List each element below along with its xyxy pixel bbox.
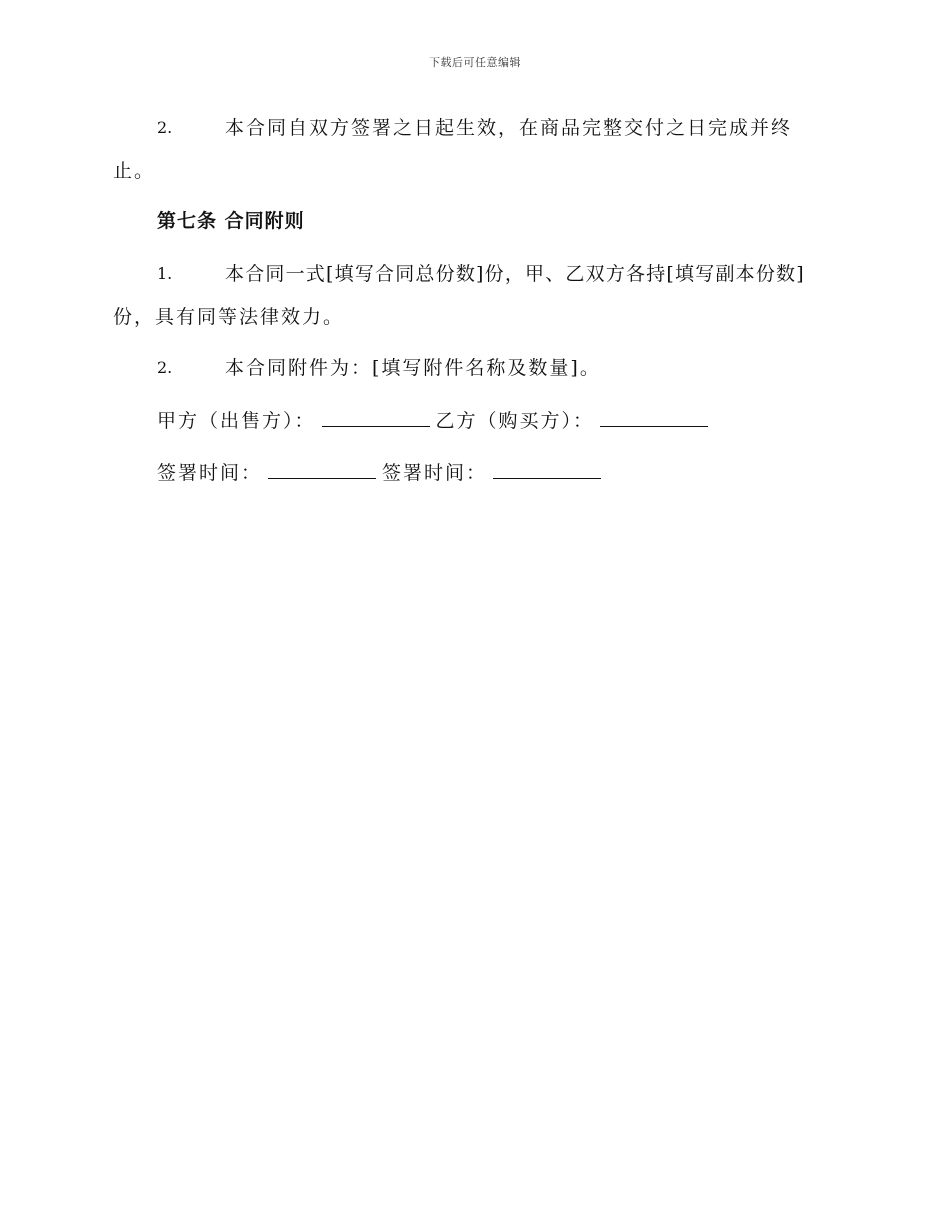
article-7-item-2-text: 本合同附件为：[填写附件名称及数量]。 [225, 357, 601, 379]
article-7-item-2-number: 2. [157, 358, 173, 377]
party-a-label: 甲方（出售方）： [157, 410, 316, 432]
clause-6-item-2-number: 2. [157, 118, 173, 137]
party-signature-group [157, 408, 714, 433]
sign-time-b-blank[interactable] [493, 460, 601, 479]
clause-6-item-2-text: 本合同自双方签署之日起生效，在商品完整交付之日完成并终 [225, 117, 793, 139]
party-a-blank[interactable] [322, 408, 430, 427]
article-7-item-1-number: 1. [157, 264, 173, 283]
page-header: 下载后可任意编辑 [429, 56, 521, 69]
party-b-label: 乙方（购买方）： [435, 410, 595, 432]
article-7-heading: 第七条 合同附则 [157, 210, 305, 232]
sign-time-a-blank[interactable] [268, 460, 376, 479]
sign-time-a-label: 签署时间： [157, 462, 263, 484]
clause-6-item-2-continuation: 止。 [113, 160, 156, 182]
party-b-blank[interactable] [600, 408, 708, 427]
sign-time-b-label: 签署时间： [382, 462, 488, 484]
article-7-item-1-text: 本合同一式[填写合同总份数]份，甲、乙双方各持[填写副本份数] [225, 263, 805, 285]
sign-time-group [157, 460, 607, 485]
article-7-item-1-continuation: 份，具有同等法律效力。 [113, 306, 345, 328]
